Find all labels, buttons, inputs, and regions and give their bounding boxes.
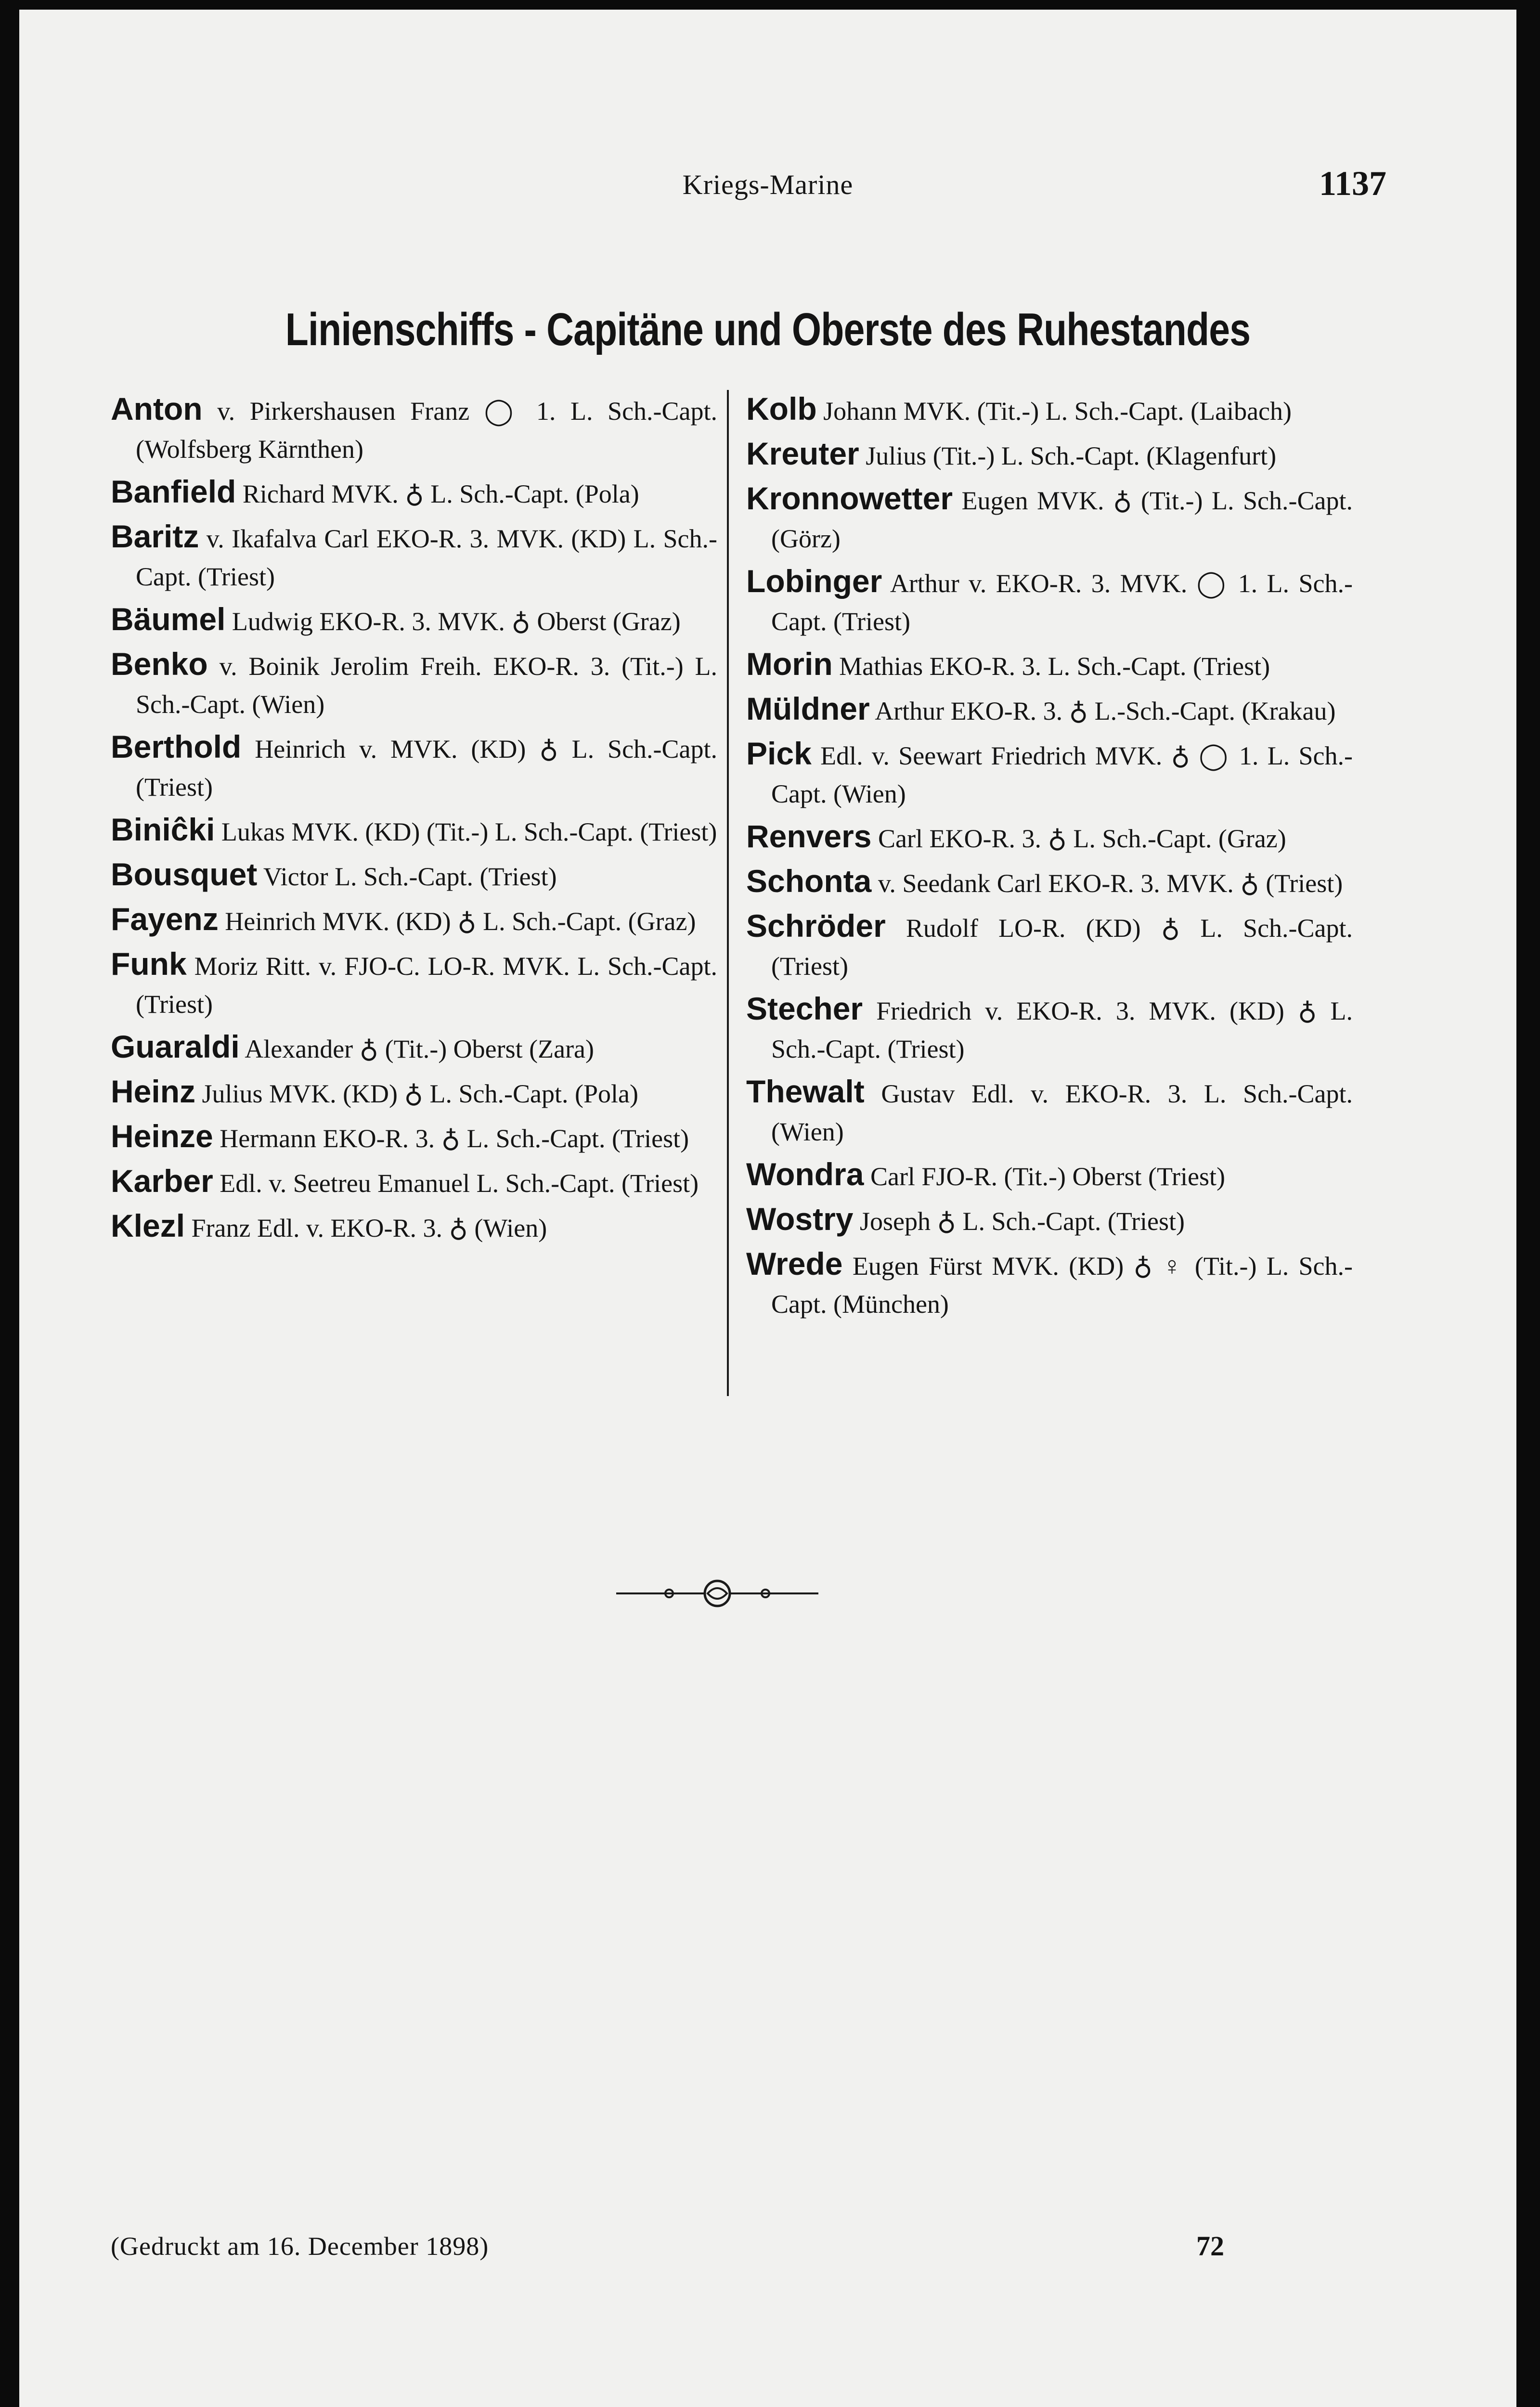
entry-details: Franz Edl. v. EKO-R. 3. ♁ (Wien) xyxy=(191,1214,547,1242)
section-title: Linienschiffs - Capitäne und Oberste des Ruhestandes xyxy=(285,304,1251,355)
page-number: 1137 xyxy=(1319,164,1386,203)
roster-entry xyxy=(746,562,1353,641)
roster-entry xyxy=(746,435,1353,475)
running-head: Kriegs-Marine xyxy=(682,169,854,200)
entry-details: Julius (Tit.-) L. Sch.-Capt. (Klagenfurt) xyxy=(866,441,1277,470)
entry-surname: Heinze xyxy=(111,1118,213,1154)
roster-entry xyxy=(746,1245,1353,1323)
roster-entry xyxy=(111,1117,717,1158)
entry-details: Friedrich v. EKO-R. 3. MVK. (KD) ♁ L. Sch.-Capt. (Triest) xyxy=(771,996,1353,1063)
entry-surname: Bousquet xyxy=(111,856,258,892)
roster-entry xyxy=(746,990,1353,1068)
entry-surname: Heinz xyxy=(111,1074,196,1109)
entry-details: Alexander ♁ (Tit.-) Oberst (Zara) xyxy=(245,1035,595,1063)
entry-details: Hermann EKO-R. 3. ♁ L. Sch.-Capt. (Triest) xyxy=(220,1124,689,1153)
roster-entry xyxy=(111,811,717,851)
entry-details: Rudolf LO-R. (KD) ♁ L. Sch.-Capt. (Triest) xyxy=(771,914,1353,981)
entry-surname: Wostry xyxy=(746,1201,854,1237)
roster-entry xyxy=(111,600,717,641)
right-column xyxy=(746,390,1353,1328)
entry-surname: Pick xyxy=(746,736,812,771)
entry-surname: Wrede xyxy=(746,1246,843,1281)
roster-entry xyxy=(746,1155,1353,1196)
entry-surname: Guaraldi xyxy=(111,1029,240,1064)
entry-surname: Benko xyxy=(111,646,208,682)
entry-surname: Bäumel xyxy=(111,601,226,637)
roster-entry xyxy=(111,473,717,513)
entry-details: Heinrich MVK. (KD) ♁ L. Sch.-Capt. (Graz) xyxy=(225,907,696,936)
roster-entry xyxy=(111,728,717,806)
roster-entry xyxy=(746,1200,1353,1241)
entry-surname: Klezl xyxy=(111,1208,185,1243)
entry-surname: Berthold xyxy=(111,729,242,764)
entry-surname: Fayenz xyxy=(111,901,219,937)
entry-details: Victor L. Sch.-Capt. (Triest) xyxy=(263,862,557,891)
entry-surname: Schonta xyxy=(746,863,872,899)
entry-surname: Kreuter xyxy=(746,436,859,471)
document-page xyxy=(19,10,1516,2407)
roster-entry xyxy=(746,735,1353,813)
entry-surname: Anton xyxy=(111,391,203,427)
entry-surname: Kronnowetter xyxy=(746,480,953,516)
roster-entry xyxy=(111,945,717,1023)
print-date-note: (Gedruckt am 16. December 1898) xyxy=(111,2232,489,2261)
entry-details: Mathias EKO-R. 3. L. Sch.-Capt. (Triest) xyxy=(839,652,1270,681)
entry-surname: Wondra xyxy=(746,1156,864,1192)
entry-surname: Stecher xyxy=(746,991,863,1026)
entry-details: Edl. v. Seetreu Emanuel L. Sch.-Capt. (Triest) xyxy=(220,1169,699,1198)
entry-surname: Renvers xyxy=(746,818,872,854)
roster-columns xyxy=(111,390,1353,1401)
left-column xyxy=(111,390,717,1252)
entry-details: Carl FJO-R. (Tit.-) Oberst (Triest) xyxy=(870,1162,1225,1191)
entry-details: Gustav Edl. v. EKO-R. 3. L. Sch.-Capt. (Wien) xyxy=(771,1079,1353,1146)
entry-details: Joseph ♁ L. Sch.-Capt. (Triest) xyxy=(860,1207,1185,1236)
entry-details: v. Boinik Jerolim Freih. EKO-R. 3. (Tit.-) L. Sch.-Capt. (Wien) xyxy=(136,652,718,719)
sheet-signature: 72 xyxy=(1196,2230,1224,2262)
roster-entry xyxy=(111,1028,717,1068)
entry-details: v. Ikafalva Carl EKO-R. 3. MVK. (KD) L. Sch.-Capt. (Triest) xyxy=(136,524,717,591)
entry-details: v. Seedank Carl EKO-R. 3. MVK. ♁ (Triest) xyxy=(878,869,1343,898)
roster-entry xyxy=(746,645,1353,686)
entry-surname: Schröder xyxy=(746,908,886,944)
entry-details: Arthur v. EKO-R. 3. MVK. ◯ 1. L. Sch.-Capt. (Triest) xyxy=(771,569,1353,636)
entry-details: Carl EKO-R. 3. ♁ L. Sch.-Capt. (Graz) xyxy=(878,824,1286,853)
entry-surname: Karber xyxy=(111,1163,213,1199)
entry-details: Edl. v. Seewart Friedrich MVK. ♁ ◯ 1. L. Sch.-Capt. (Wien) xyxy=(771,741,1353,808)
entry-details: Richard MVK. ♁ L. Sch.-Capt. (Pola) xyxy=(242,479,639,508)
entry-details: Ludwig EKO-R. 3. MVK. ♁ Oberst (Graz) xyxy=(232,607,681,636)
roster-entry xyxy=(111,518,717,596)
entry-surname: Thewalt xyxy=(746,1074,865,1109)
roster-entry xyxy=(746,390,1353,430)
entry-surname: Banfield xyxy=(111,474,236,509)
roster-entry xyxy=(111,900,717,941)
entry-surname: Biniĉki xyxy=(111,812,215,847)
roster-entry xyxy=(746,862,1353,903)
roster-entry xyxy=(111,1073,717,1113)
entry-details: Lukas MVK. (KD) (Tit.-) L. Sch.-Capt. (Triest) xyxy=(221,817,717,846)
roster-entry xyxy=(746,907,1353,985)
roster-entry xyxy=(111,390,717,468)
roster-entry xyxy=(111,1207,717,1247)
column-divider xyxy=(727,390,729,1396)
roster-entry xyxy=(746,1073,1353,1151)
entry-details: Eugen Fürst MVK. (KD) ♁ ♀ (Tit.-) L. Sch.-Capt. (München) xyxy=(771,1252,1353,1319)
roster-entry xyxy=(111,1162,717,1203)
entry-details: Arthur EKO-R. 3. ♁ L.-Sch.-Capt. (Krakau) xyxy=(875,697,1336,725)
entry-surname: Baritz xyxy=(111,518,199,554)
entry-details: Johann MVK. (Tit.-) L. Sch.-Capt. (Laibach) xyxy=(823,397,1292,426)
entry-details: Moriz Ritt. v. FJO-C. LO-R. MVK. L. Sch.-Capt. (Triest) xyxy=(136,952,717,1019)
roster-entry xyxy=(111,855,717,896)
entry-details: Heinrich v. MVK. (KD) ♁ L. Sch.-Capt. (Triest) xyxy=(136,735,718,802)
entry-details: Julius MVK. (KD) ♁ L. Sch.-Capt. (Pola) xyxy=(202,1079,638,1108)
roster-entry xyxy=(111,645,717,724)
roster-entry xyxy=(746,817,1353,858)
ornament-divider xyxy=(616,1574,818,1613)
entry-surname: Müldner xyxy=(746,691,870,726)
entry-surname: Lobinger xyxy=(746,563,882,599)
roster-entry xyxy=(746,690,1353,730)
entry-details: v. Pirkershausen Franz ◯ 1. L. Sch.-Capt. (Wolfsberg Kärnthen) xyxy=(136,397,718,464)
entry-surname: Kolb xyxy=(746,391,817,427)
entry-surname: Morin xyxy=(746,646,833,682)
roster-entry xyxy=(746,479,1353,558)
entry-surname: Funk xyxy=(111,946,187,982)
entry-details: Eugen MVK. ♁ (Tit.-) L. Sch.-Capt. (Görz) xyxy=(771,486,1353,553)
